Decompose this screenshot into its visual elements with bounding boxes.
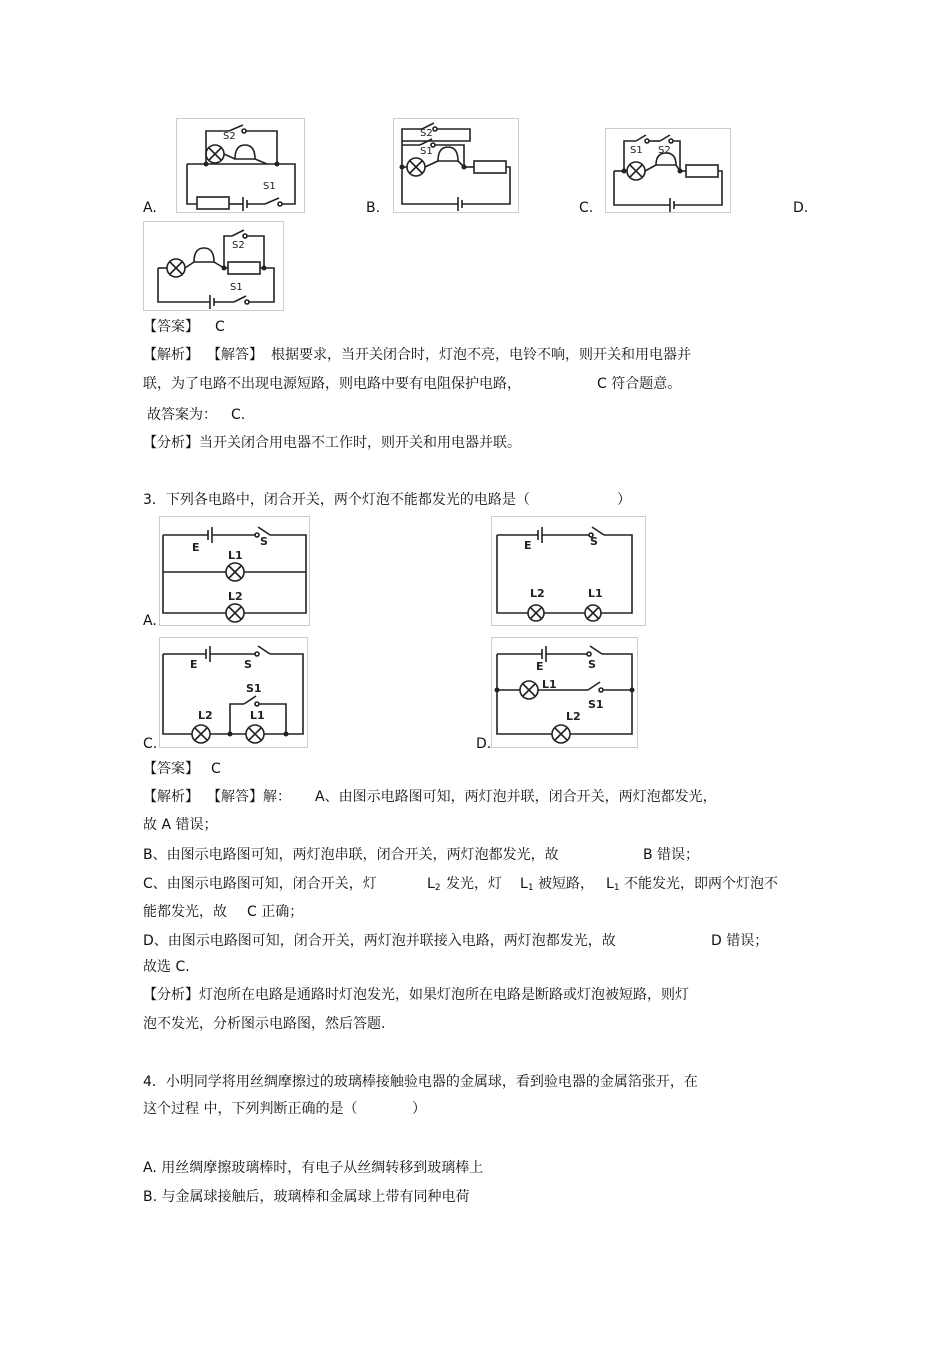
q2-fenxi: 【分析】当开关闭合用电器不工作时，则开关和用电器并联。 [143,435,521,451]
q2-analysis-line1: 根据要求，当开关闭合时，灯泡不亮，电铃不响，则开关和用电器并 [271,347,691,363]
q3-line-d-pre: D、由图示电路图可知，闭合开关，两灯泡并联接入电路，两灯泡都发光，故 [143,933,616,949]
q3-line-c2: 能都发光，故 [143,904,227,920]
s2-label: S2 [658,145,671,156]
q2-answer-tag: 【答案】 [143,319,199,335]
q2-analysis-line2b: C 符合题意。 [597,376,682,392]
q4-stem2-close: ） [412,1101,426,1117]
q2-answer-value: C [215,319,225,335]
q3-option-a-label: A. [143,613,157,629]
l2-label: L2 [198,709,213,722]
q3-line-c-l1: $L_1$ [520,876,534,893]
q3-stem: 3．下列各电路中，闭合开关，两个灯泡不能都发光的电路是（ [143,492,530,508]
q4-stem2: 这个过程 中，下列判断正确的是（ [143,1101,358,1117]
q3-stem-close: ） [617,492,631,508]
q2-option-d-label: D. [793,200,809,216]
q3-line-c-p4: 不能发光，即两个灯泡不 [624,876,778,892]
q2-conclusion-value: C. [231,407,246,423]
q3-circuit-c [159,637,308,748]
l2-label: L2 [228,590,243,603]
q4-option-a: A. 用丝绸摩擦玻璃棒时，有电子从丝绸转移到玻璃棒上 [143,1160,484,1176]
s1-label: S1 [230,282,243,293]
q2-conclusion-label: 故答案为： [147,407,217,423]
q2-analysis-label: 【解析】 [143,347,199,363]
q4-stem1: 4．小明同学将用丝绸摩擦过的玻璃棒接触验电器的金属球，看到验电器的金属箔张开，在 [143,1074,698,1090]
q2-circuit-b [393,118,519,213]
q3-option-c-label: C. [143,736,158,752]
q3-circuit-b [491,516,646,626]
s-label: S [244,658,252,671]
q3-fenxi2: 泡不发光，分析图示电路图，然后答题. [143,1016,386,1032]
s1-label: S1 [630,145,643,156]
q2-circuit-a [176,118,305,213]
s2-label: S2 [232,240,245,251]
q3-line-c-l1b: $L_1$ [606,876,620,893]
s1-label: S1 [588,698,604,711]
l1-label: L1 [542,678,557,691]
e-label: E [524,539,532,552]
q3-line-a2: 故 A 错误； [143,817,218,833]
q3-analysis-label: 【解析】 [143,789,199,805]
q3-line-a1: A、由图示电路图可知，两灯泡并联，闭合开关，两灯泡都发光， [315,789,717,805]
l2-label: L2 [530,587,545,600]
q3-analysis-sub: 【解答】解： [207,789,291,805]
q3-line-c-p3: 被短路， [538,876,594,892]
e-label: E [190,658,198,671]
q3-line-d-post: D 错误； [711,933,769,949]
q2-option-c-label: C. [579,200,594,216]
q2-circuit-c [605,128,731,213]
s-label: S [260,535,268,548]
e-label: E [192,541,200,554]
s2-label: S2 [223,131,236,142]
l1-label: L1 [588,587,603,600]
q3-circuit-d [491,637,638,748]
s-label: S [588,658,596,671]
q4-option-b: B. 与金属球接触后，玻璃棒和金属球上带有同种电荷 [143,1189,470,1205]
q3-option-d-label: D. [476,736,492,752]
q3-conclusion: 故选 C. [143,959,190,975]
q2-circuit-d [143,221,284,311]
s2-label: S2 [420,128,433,139]
l2-label: L2 [566,710,581,723]
q3-line-b-pre: B、由图示电路图可知，两灯泡串联，闭合开关，两灯泡都发光，故 [143,847,559,863]
s-label: S [590,535,598,548]
s1-label: S1 [246,682,262,695]
e-label: E [536,660,544,673]
q3-line-c-l2: $L_2$ [427,876,441,893]
q2-option-b-label: B. [366,200,381,216]
q3-line-b-post: B 错误； [643,847,700,863]
s1-label: S1 [420,146,433,157]
q3-line-c-p1: C、由图示电路图可知，闭合开关，灯 [143,876,377,892]
q2-option-a-label: A. [143,200,157,216]
q3-answer-value: C [211,761,221,777]
q3-circuit-a [159,516,310,626]
s1-label: S1 [263,181,276,192]
q3-line-c-p2: 发光，灯 [446,876,502,892]
q3-answer-tag: 【答案】 [143,761,199,777]
q3-line-c2b: C 正确； [247,904,304,920]
q3-fenxi1: 【分析】灯泡所在电路是通路时灯泡发光，如果灯泡所在电路是断路或灯泡被短路，则灯 [143,987,689,1003]
q2-analysis-sub: 【解答】 [207,347,263,363]
l1-label: L1 [250,709,265,722]
l1-label: L1 [228,549,243,562]
q2-analysis-line2a: 联，为了电路不出现电源短路，则电路中要有电阻保护电路， [143,376,521,392]
